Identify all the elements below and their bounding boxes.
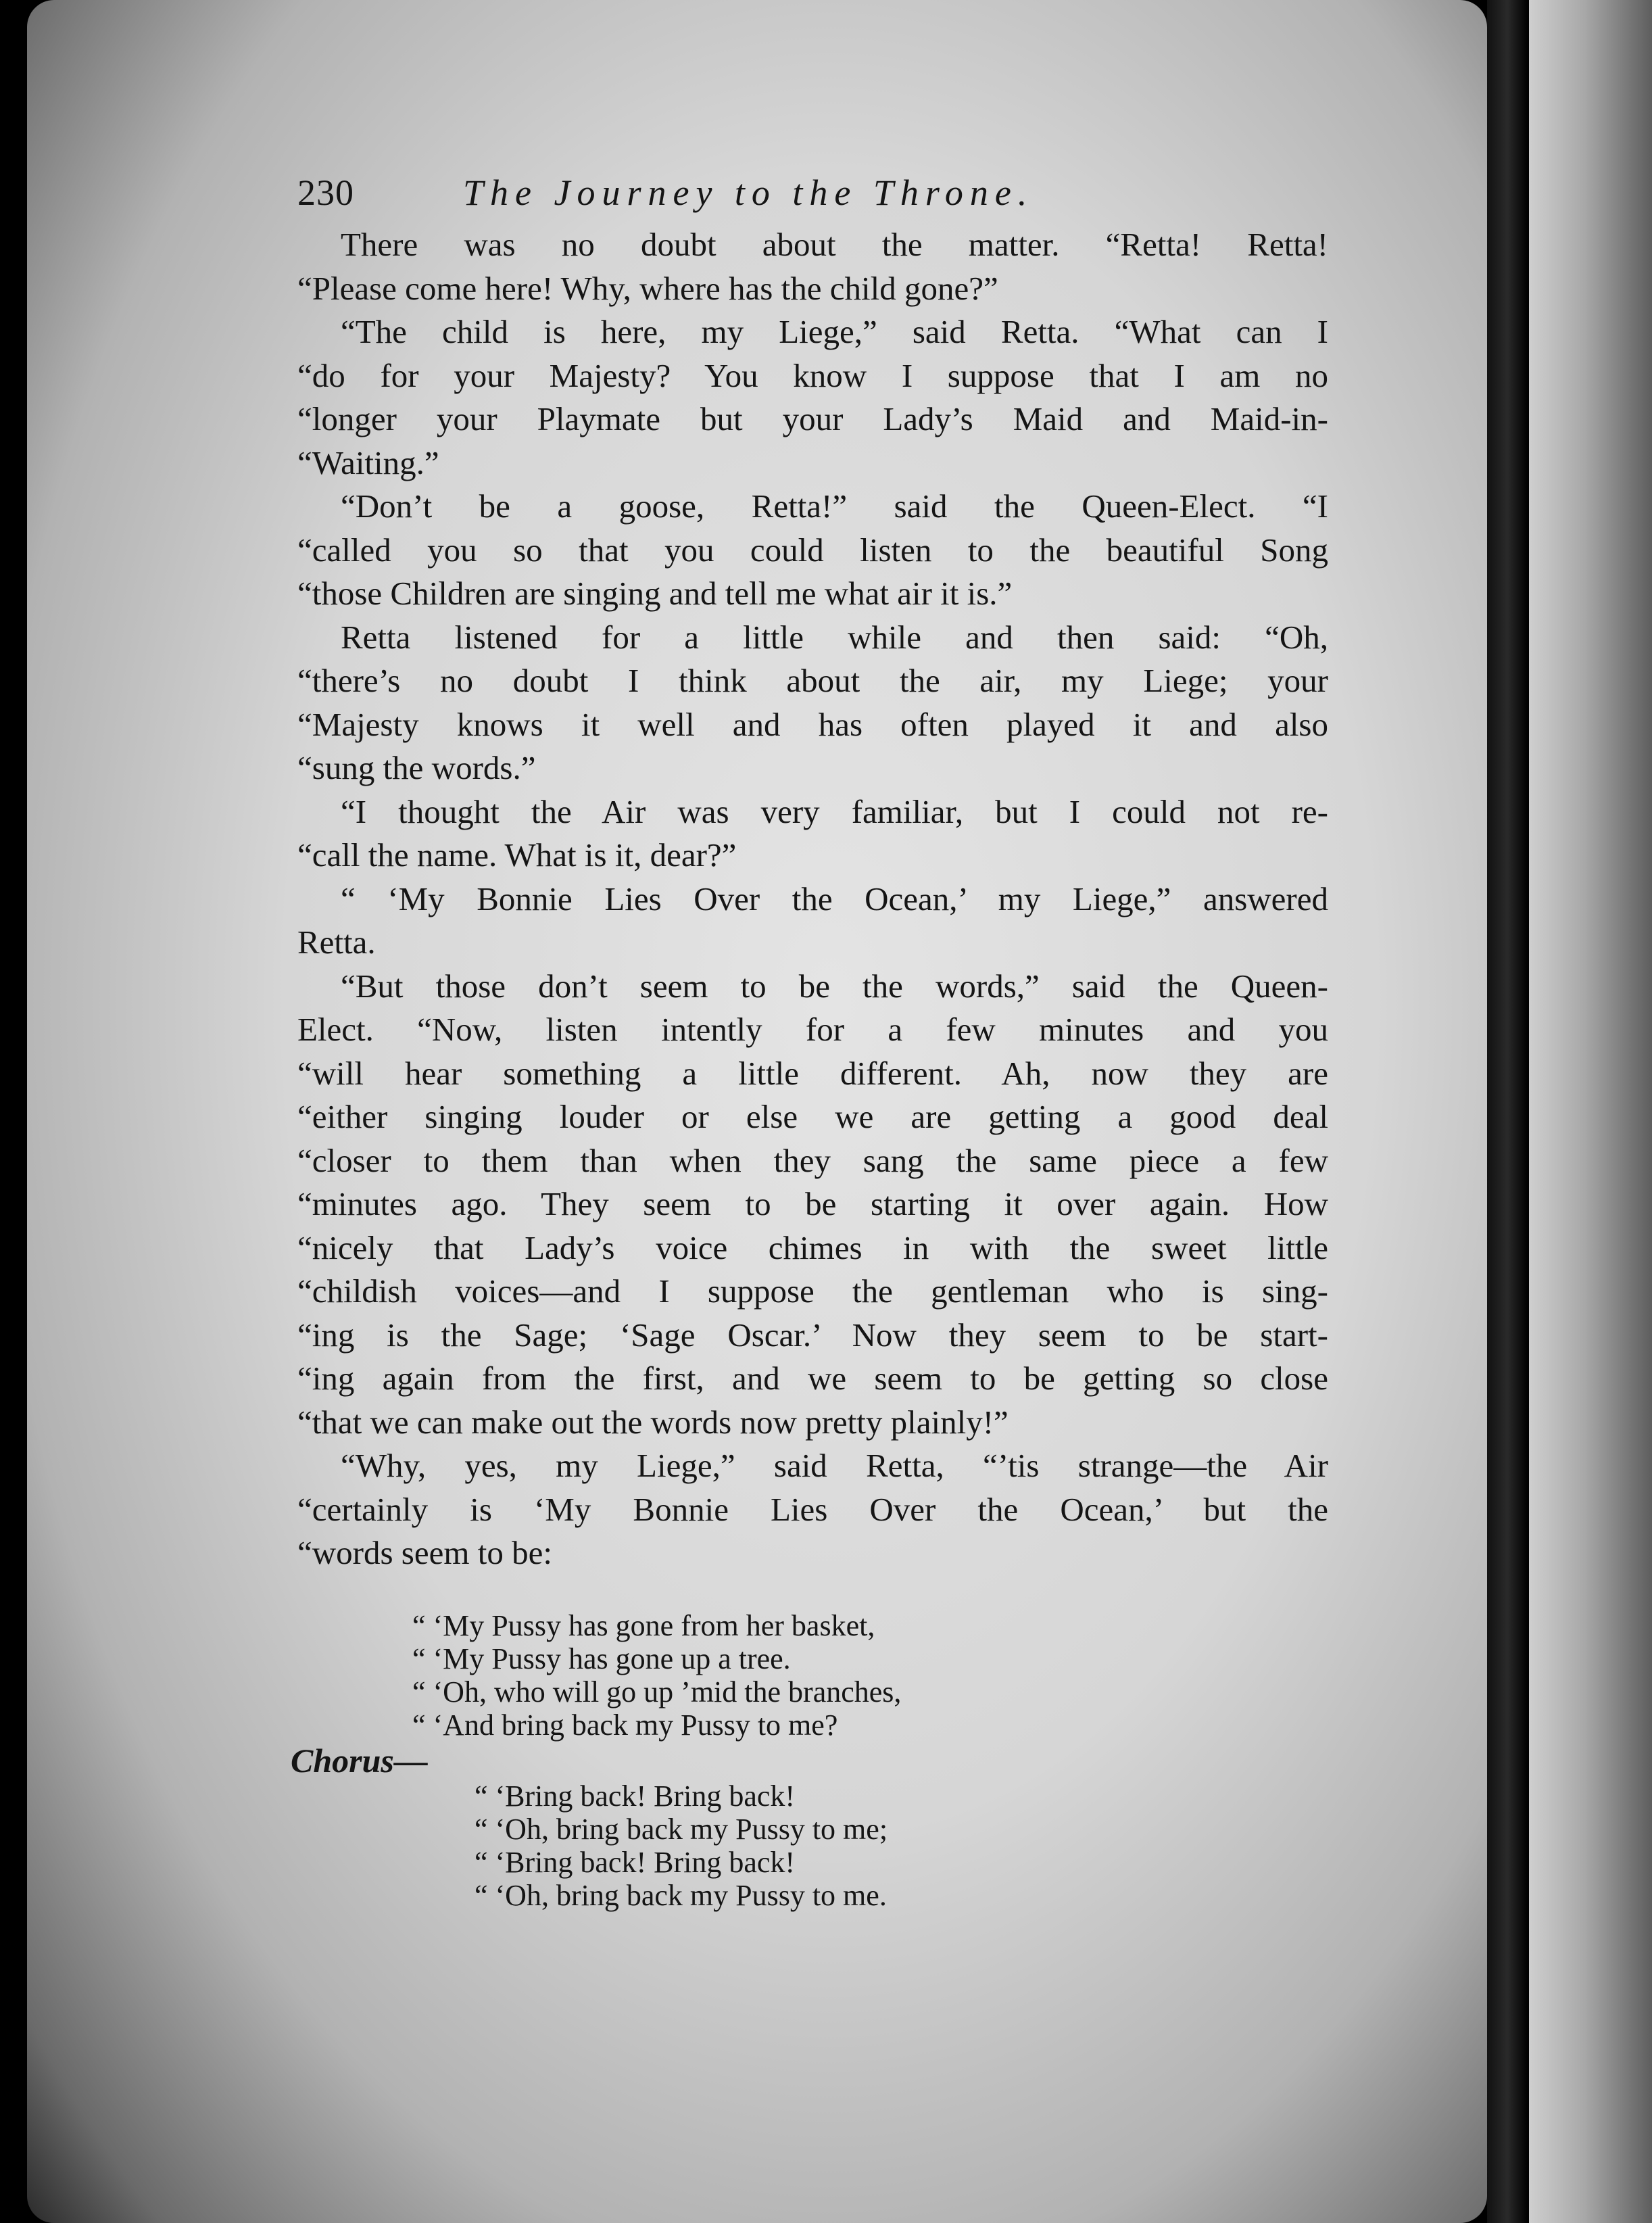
page-content [291,162,1328,1912]
verse-line: “ ‘Oh, who will go up ’mid the branches, [412,1675,902,1708]
text-line: “do for your Majesty? You know I suppose that I am no [297,356,1328,394]
page-header [297,162,1328,223]
text-line: “sung the words.” [297,749,536,786]
text-line: “ing again from the first, and we seem to be getting so close [297,1360,1328,1397]
text-line: “ing is the Sage; ‘Sage Oscar.’ Now they seem to be start- [297,1316,1328,1354]
text-line: “The child is here, my Liege,” said Retta. “What can I [341,313,1328,350]
text-line: Elect. “Now, listen intently for a few minutes and you [297,1011,1328,1048]
text-line: “words seem to be: [297,1534,552,1571]
page-gutter-shadow [1487,0,1528,2223]
verse-line: “ ‘My Pussy has gone up a tree. [412,1642,791,1675]
paragraph [297,965,1328,1445]
chorus-label: Chorus— [291,1741,428,1779]
text-line: “Why, yes, my Liege,” said Retta, “’tis strange—the Air [341,1447,1328,1484]
paragraph [297,790,1328,878]
text-line: “I thought the Air was very familiar, but I could not re- [341,792,1328,830]
text-line: “minutes ago. They seem to be starting it over again. How [297,1185,1328,1222]
chorus-stanza [297,1779,1328,1912]
chorus-line: “ ‘Bring back! Bring back! [475,1845,796,1879]
text-line: “Majesty knows it well and has often played it and also [297,705,1328,743]
paragraph [297,223,1328,310]
paragraph [297,310,1328,485]
text-line: There was no doubt about the matter. “Retta! Retta! [341,226,1328,263]
verse-stanza [297,1609,1328,1742]
text-line: “nicely that Lady’s voice chimes in with the sweet little [297,1228,1328,1266]
text-line: “longer your Playmate but your Lady’s Maid and Maid-in- [297,400,1328,437]
text-line: “certainly is ‘My Bonnie Lies Over the Ocean,’ but the [297,1490,1328,1528]
text-line: Retta listened for a little while and then said: “Oh, [341,618,1328,656]
running-head: The Journey to the Throne. [463,172,1034,213]
text-line: “those Children are singing and tell me what air it is.” [297,575,1013,612]
text-line: “Waiting.” [297,444,439,481]
text-line: “that we can make out the words now pretty plainly!” [297,1403,1009,1441]
verse-line: “ ‘My Pussy has gone from her basket, [412,1608,875,1642]
verse-line: “ ‘And bring back my Pussy to me? [412,1708,838,1742]
page-number: 230 [297,172,354,213]
paragraph [297,878,1328,965]
text-line: “Don’t be a goose, Retta!” said the Queen-Elect. “I [341,487,1328,525]
verse-block [291,1608,1328,1912]
paragraph [297,1444,1328,1575]
paragraph [297,616,1328,790]
text-line: “will hear something a little different. Ah, now they are [297,1054,1328,1092]
text-line: “Please come here! Why, where has the child gone?” [297,269,998,307]
text-line: “either singing louder or else we are getting a good deal [297,1098,1328,1135]
chorus-line: “ ‘Bring back! Bring back! [475,1779,796,1813]
body-text [297,223,1328,1575]
text-line: “But those don’t seem to be the words,” said the Queen- [341,967,1328,1005]
text-line: “ ‘My Bonnie Lies Over the Ocean,’ my Liege,” answered [341,880,1328,917]
text-line: Retta. [297,924,376,961]
paragraph [297,485,1328,616]
chorus-line: “ ‘Oh, bring back my Pussy to me; [475,1812,888,1846]
chorus-line: “ ‘Oh, bring back my Pussy to me. [475,1878,887,1912]
text-line: “there’s no doubt I think about the air, my Liege; your [297,662,1328,699]
adjacent-page-edge [1529,0,1652,2223]
text-line: “closer to them than when they sang the same piece a few [297,1141,1328,1179]
text-line: “call the name. What is it, dear?” [297,836,737,874]
text-line: “called you so that you could listen to the beautiful Song [297,531,1328,569]
text-line: “childish voices—and I suppose the gentleman who is sing- [297,1272,1328,1310]
